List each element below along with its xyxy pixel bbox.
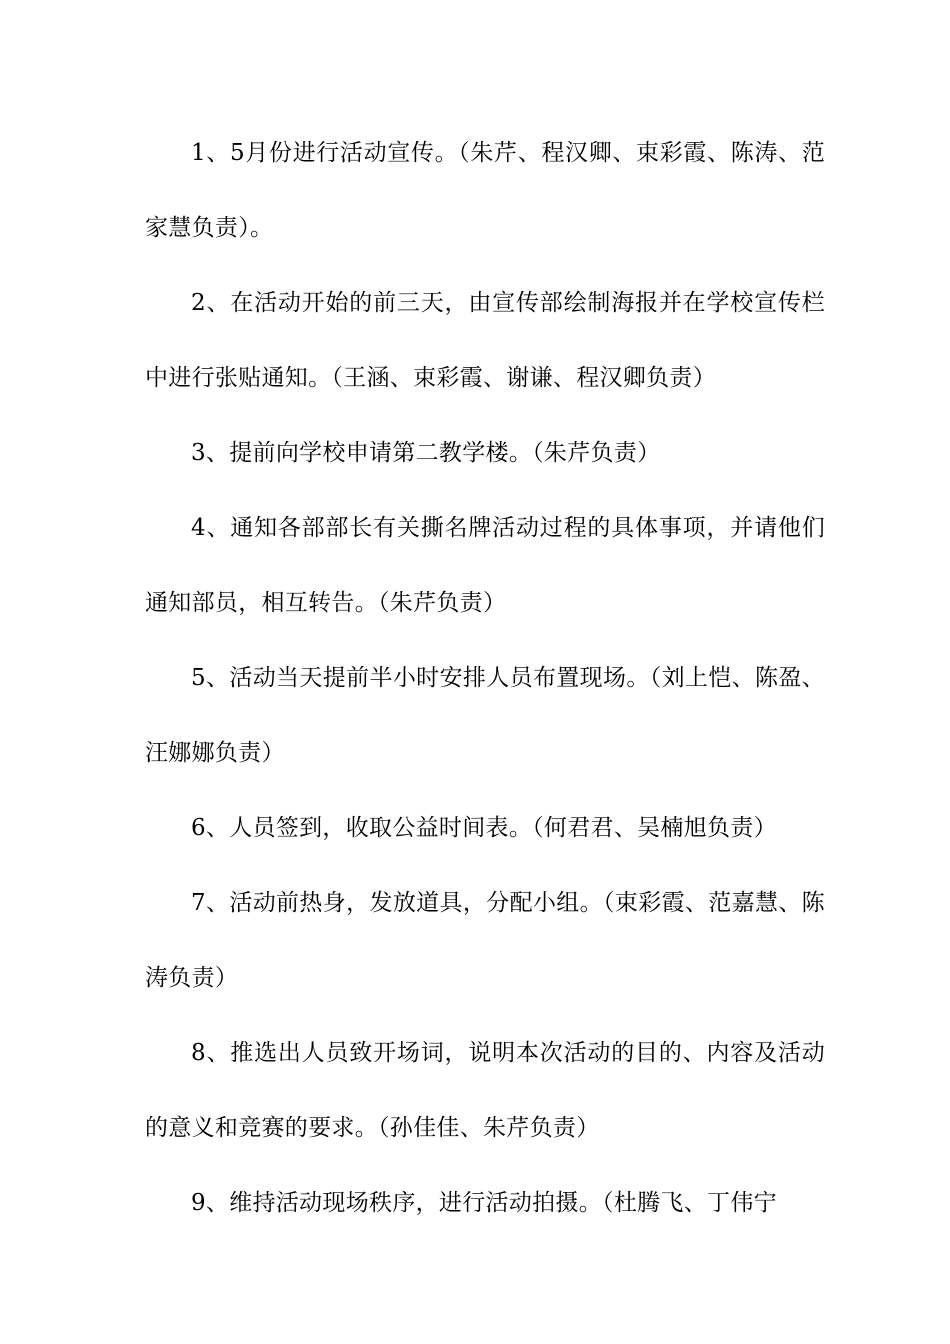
list-item-1: 1、5月份进行活动宣传。（朱芹、程汉卿、束彩霞、陈涛、范家慧负责）。	[145, 140, 825, 241]
document-body	[145, 116, 825, 1241]
list-item-8: 8、推选出人员致开场词，说明本次活动的目的、内容及活动的意义和竞赛的要求。（孙佳佳、朱芹负责）	[145, 1040, 825, 1141]
list-item-5: 5、活动当天提前半小时安排人员布置现场。（刘上恺、陈盈、汪娜娜负责）	[145, 665, 825, 766]
list-item-3: 3、提前向学校申请第二教学楼。（朱芹负责）	[191, 440, 661, 466]
list-item-4: 4、通知各部部长有关撕名牌活动过程的具体事项，并请他们通知部员，相互转告。（朱芹负责）	[145, 515, 825, 616]
list-item-9: 9、维持活动现场秩序，进行活动拍摄。（杜腾飞、丁伟宁	[191, 1190, 777, 1216]
list-item-7: 7、活动前热身，发放道具，分配小组。（束彩霞、范嘉慧、陈涛负责）	[145, 890, 825, 991]
list-item-6: 6、人员签到，收取公益时间表。（何君君、吴楠旭负责）	[191, 815, 777, 841]
list-item-2: 2、在活动开始的前三天，由宣传部绘制海报并在学校宣传栏中进行张贴通知。（王涵、束彩霞、谢谦、程汉卿负责）	[145, 290, 825, 391]
